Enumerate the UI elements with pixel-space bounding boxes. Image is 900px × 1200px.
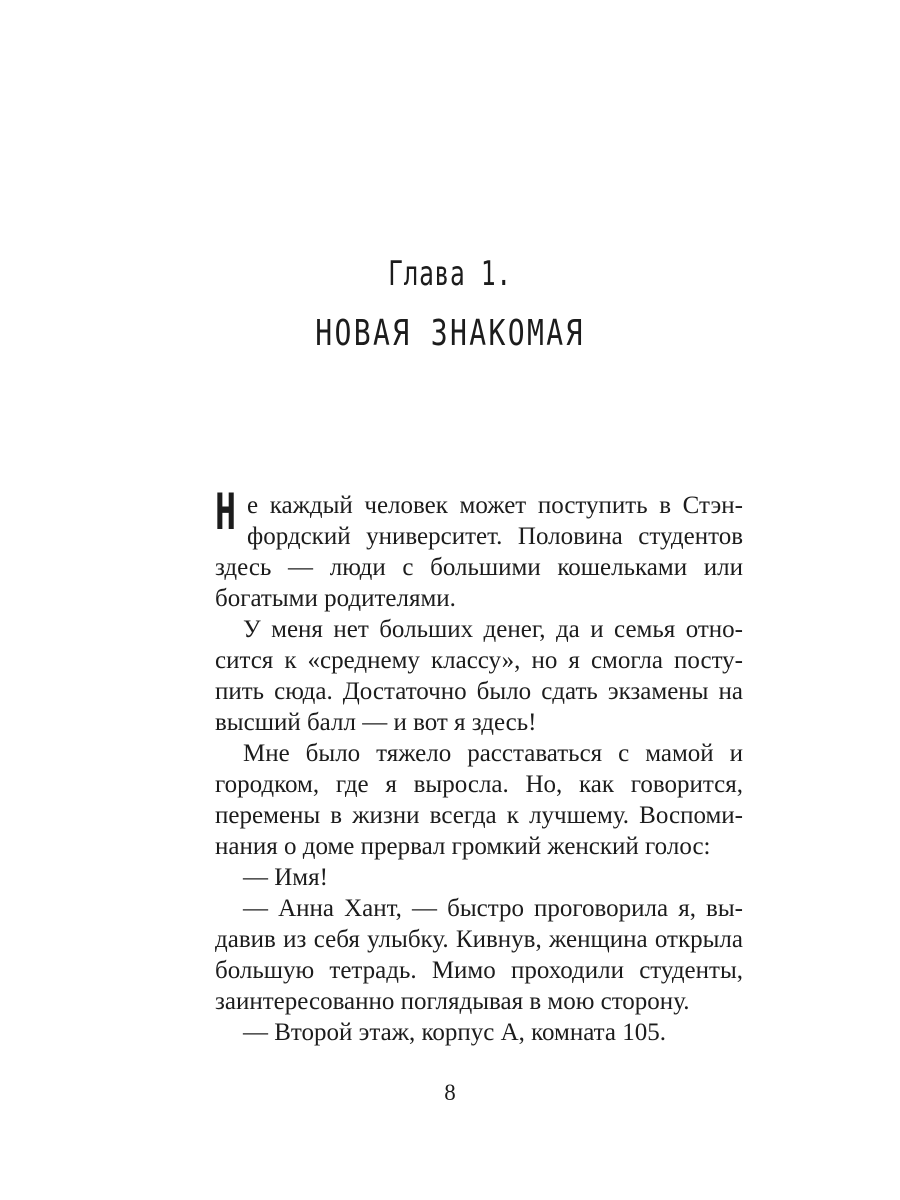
chapter-title: НОВАЯ ЗНАКОМАЯ: [315, 313, 585, 354]
paragraph: Мне было тяжело расставаться с мамой и городком, где я выросла. Но, как говорится, перемены в жизни всегда к лучшему. Воспоминания о доме прервал громкий женский голос:: [215, 740, 743, 860]
paragraph: — Второй этаж, корпус А, комната 105.: [243, 1019, 667, 1046]
chapter-body: [215, 483, 743, 1048]
paragraph: [215, 483, 743, 614]
drop-cap: Н: [215, 483, 237, 541]
chapter-number: Глава 1.: [388, 254, 512, 294]
paragraph: — Имя!: [243, 864, 328, 891]
paragraph: — Анна Хант, — быстро проговорила я, выдавив из себя улыбку. Кивнув, женщина открыла большую тетрадь. Мимо проходили студенты, заинтересованно поглядывая в мою сторону.: [215, 895, 743, 1015]
paragraph-text: е каждый человек может поступить в Стэнфордский университет. Половина студентов здесь — люди с большими кошельками или богатыми родителями.: [215, 492, 743, 612]
page-number: 8: [444, 1080, 456, 1105]
paragraph: У меня нет больших денег, да и семья относится к «среднему классу», но я смогла поступить сюда. Достаточно было сдать экзамены на высший балл — и вот я здесь!: [215, 616, 743, 736]
